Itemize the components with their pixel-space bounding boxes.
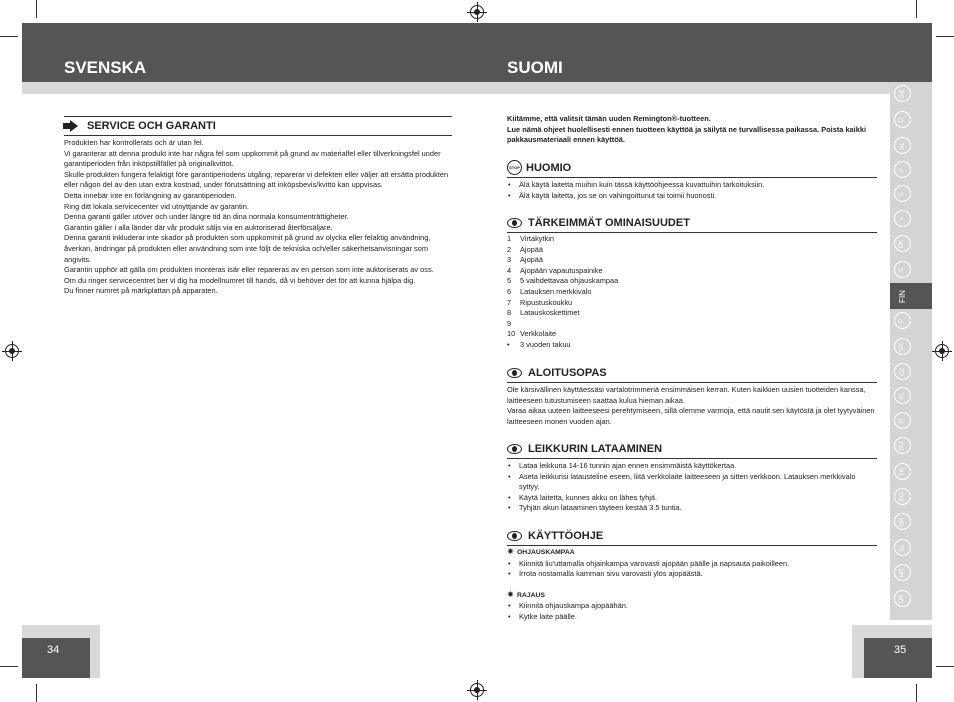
list-item: • Älä käytä laitetta, jos se on vahingoittunut tai toimii huonosti. [507,191,877,202]
paragraph: Varaa aikaa uuteen laitteeseesi perehtymiseen, sillä olemme varmoja, että nautit sen käytöstä ja olet tyytyväinen laitteeseen monen vuoden ajan. [507,406,875,426]
intro-line: Lue nämä ohjeet huolellisesti ennen tuotteen käyttöä ja säilytä ne turvallisessa paikassa. Poista kaikki pakkausmateriaali ennen käyttöä. [507,124,866,145]
tab-lang-cz[interactable]: CZ [894,363,911,380]
paragraph: Denna garanti gäller utöver och under längre tid än dina normala konsumenträttigheter. [64,212,349,222]
left-body-text [64,138,454,297]
list-item: 7 Ripustuskoukku [507,297,573,307]
section-heading-lataaminen: LEIKKURIN LATAAMINEN [507,443,662,455]
page-number: 35 [894,644,907,656]
crop-mark [936,36,954,37]
list-item: • Kiinnitä liu'uttamalla ohjainkampa varovasti ajopään päälle ja napsauta paikoilleen. [507,559,877,570]
registration-mark-icon [470,5,484,19]
tab-lang-ua[interactable]: UA [894,590,911,607]
list-item: 3 Ajopää [507,255,544,265]
crop-mark [36,0,37,18]
tab-lang-h[interactable]: H [894,412,911,429]
page-header-band [22,23,932,82]
paragraph: Detta innebär inte en förlängning av garantiperioden. [64,190,237,200]
tab-lang-gr[interactable]: GR [894,513,911,530]
intro-text [507,114,877,146]
left-page-title: SVENSKA [64,58,147,77]
arrow-right-icon [70,120,78,132]
subheading: ✷ RAJAUS [507,589,545,599]
list-item: 5 5 vaihdettavaa ohjauskampaa [507,276,619,286]
eye-icon [507,531,522,541]
section-heading-service: SERVICE OCH GARANTI [64,120,216,132]
divider [507,545,877,546]
paragraph: Garantin gäller i alla länder där vår produkt säljs via en auktoriserad återförsäljare. [64,222,333,232]
divider [507,382,877,383]
tab-lang-i[interactable]: I [894,210,911,227]
tab-lang-ro[interactable]: RO [894,488,911,505]
paragraph: Vi garanterar att denna produkt inte har några fel som uppkommit på grund av materialfel eller tillverkningsfel under garantiperioden från inköpstillfället på originalkvittot. [64,148,441,169]
tab-lang-gb[interactable]: GB [894,85,911,102]
paragraph: Skulle produkten fungera felaktigt före garantiperiodens utgång, reparerar vi defekten eller väljer att ersätta produkten eller någon del av den utan extra kostnad, under förutsättning att inköpsbevis/kvitto kan uppvisas. [64,169,449,190]
tab-lang-tr[interactable]: TR [894,463,911,480]
list-item: 8 Latauskoskettimet [507,308,580,318]
divider [507,177,877,178]
tab-lang-p[interactable]: P [894,312,911,329]
list-item: 10 Verkkolaite [507,329,557,339]
section-heading-aloitusopas: ALOITUSOPAS [507,367,607,379]
list-item: • Tyhjän akun lataaminen täyteen kestää 3.5 tuntia. [507,503,877,514]
tab-lang-dk[interactable]: DK [894,235,911,252]
tab-lang-f[interactable]: F [894,161,911,178]
crop-mark [916,684,917,702]
lataaminen-list [507,461,877,514]
crop-mark [936,666,954,667]
section-heading-features: TÄRKEIMMÄT OMINAISUUDET [507,217,690,229]
eye-icon [507,444,522,454]
page-number-box [22,638,90,678]
list-item: • Kytke laite päälle. [507,612,877,623]
subheading: ✷ OHJAUSKAMPAA [507,547,575,556]
paragraph: Ole kärsivällinen käyttäessäsi vartalotrimmeriä ensimmäisen kerran. Kuten kaikkien uusien tuotteiden kanssa, laitteeseen tutustumiseen saattaa kulua hieman aikaa. [507,385,866,405]
list-item: • Kiinnitä ohjauskampa ajopäähän. [507,601,877,612]
list-item: • Irrota nostamalla kamman sivu varovasti ylös ajopäästä. [507,569,877,580]
sun-icon: ✷ [507,547,514,556]
list-item: • Käytä laitetta, kunnes akku on lähes tyhjä. [507,493,877,504]
list-item: • 3 vuoden takuu [507,339,571,349]
divider [507,232,877,233]
page-number: 34 [47,644,60,656]
registration-mark-icon [470,683,484,697]
list-item: • Aseta leikkurisi latausteline eseen, liitä verkkolaite laitteeseen ja sitten verkkoon. Latauksen merkkivalo syttyy. [507,472,877,493]
tab-lang-d[interactable]: D [894,111,911,128]
divider [64,116,452,117]
tab-lang-hr[interactable]: HR [894,564,911,581]
paragraph: Ring ditt lokala servicecenter vid utnyttjande av garantin. [64,201,249,211]
divider [64,135,452,136]
tab-lang-s[interactable]: S [894,261,911,278]
divider [507,458,877,459]
registration-mark-icon [935,344,949,358]
crop-mark [916,0,917,18]
list-item: 2 Ajopää [507,244,544,254]
stop-icon: STOP [507,160,522,175]
crop-mark [0,666,18,667]
list-item: 9 [507,318,512,328]
page-number-box [864,638,932,678]
huomio-list [507,180,877,201]
aloitusopas-text [507,385,877,427]
tab-lang-pl[interactable]: PL [894,387,911,404]
crop-mark [36,684,37,702]
right-page-title: SUOMI [507,58,563,77]
section-heading-huomio: STOP HUOMIO [507,160,571,175]
tab-lang-ru[interactable]: RU [894,437,911,454]
tab-lang-sk[interactable]: SK [894,338,911,355]
intro-line: Kiitämme, että valitsit tämän uuden Remington®-tuotteen. [507,114,711,123]
list-item: 4 Ajopään vapautuspainike [507,265,603,275]
tab-lang-sl[interactable]: SL [894,539,911,556]
paragraph: Produkten har kontrollerats och är utan fel. [64,138,204,147]
eye-icon [507,218,522,228]
paragraph: Om du ringer servicecentret ber vi dig ha modellnumret till hands, då vi behöver det för att kunna hjälpa dig. [64,275,416,285]
paragraph: Denna garanti inkluderar inte skador på produkten som uppkommit på grund av olycka eller felaktig användning, åverkan, ändringar på produkten eller användning som inte följt de tekniska och/eller säkerhetsanvisningar som angivits. [64,233,431,264]
tab-lang-e[interactable]: E [894,185,911,202]
tab-lang-fin[interactable]: FIN [890,283,932,309]
paragraph: Du finner numret på märkplattan på apparaten. [64,286,218,296]
tab-lang-nl[interactable]: NL [894,137,911,154]
eye-icon [507,368,522,378]
list-item: 6 Latauksen merkkivalo [507,286,592,296]
sun-icon: ✷ [507,589,514,599]
features-list [507,234,877,351]
list-item: • Lataa leikkuria 14-16 tunnin ajan ennen ensimmäistä käyttökertaa. [507,461,877,472]
section-heading-kayttoohje: KÄYTTÖOHJE [507,530,603,542]
crop-mark [0,36,18,37]
kayttoohje-content [507,547,877,623]
list-item: 1 Virtakytkin [507,234,554,243]
list-item: • Älä käytä laitetta muihin kuin tässä käyttöohjeessa kuvattuihin tarkoituksiin. [507,180,877,191]
registration-mark-icon [5,344,19,358]
paragraph: Garantin upphör att gälla om produkten monteras isär eller repareras av en person som inte auktoriserats av oss. [64,265,434,275]
